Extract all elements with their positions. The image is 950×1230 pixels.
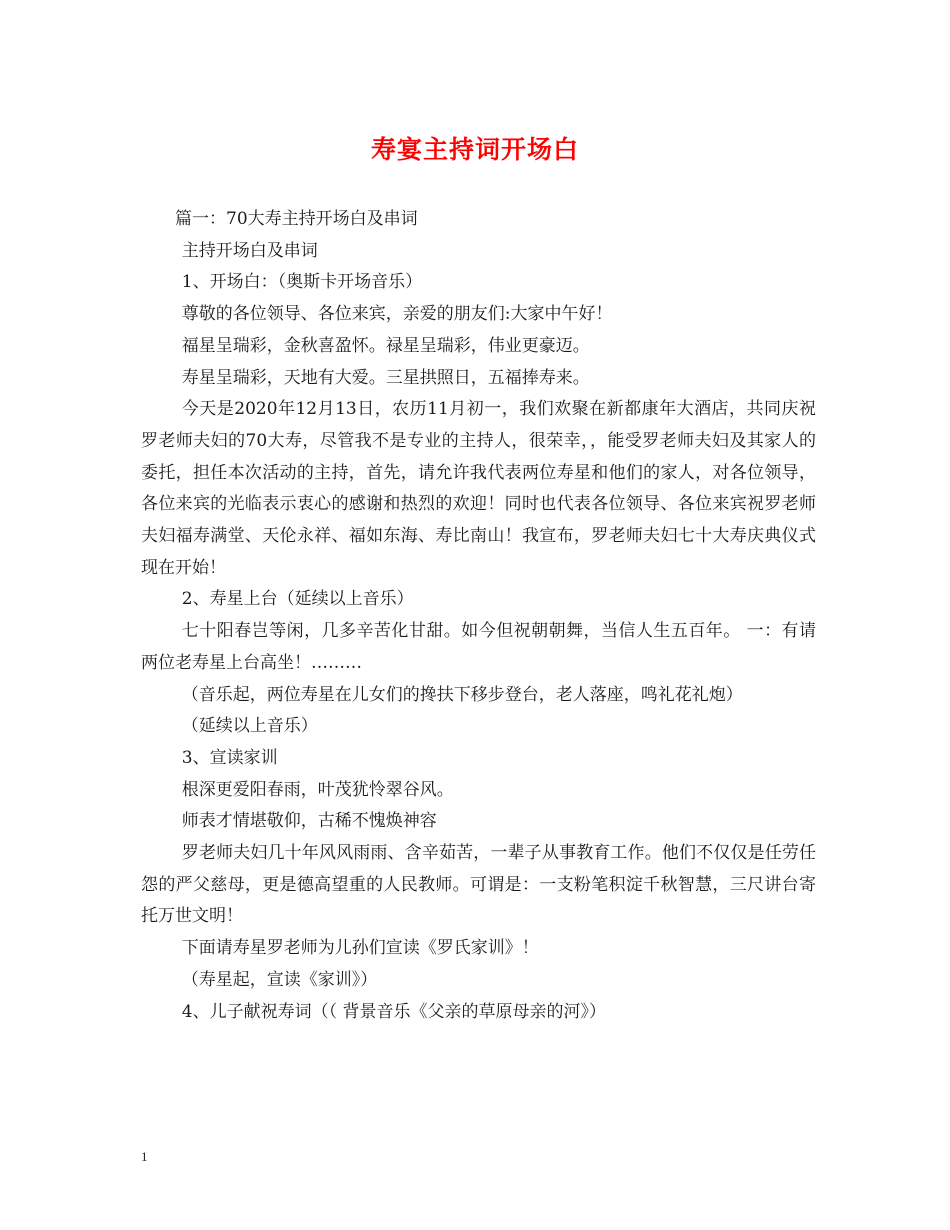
page-number: 1 (141, 1149, 148, 1164)
document-body (141, 204, 816, 1028)
paragraph: 下面请寿星罗老师为儿孙们宣读《罗氏家训》！ (181, 938, 539, 959)
paragraph: 师表才情堪敬仰，古稀不愧焕神容 (181, 811, 437, 832)
paragraph: 3、宣读家训 (181, 747, 278, 768)
paragraph: 4、儿子献祝寿词（（ 背景音乐《父亲的草原母亲的河》） (181, 1001, 607, 1022)
paragraph: 2、寿星上台（延续以上音乐） (181, 589, 414, 610)
paragraph: 今天是2020年12月13日，农历11月初一，我们欢聚在新都康年大酒店，共同庆祝罗老师夫妇的70大寿，尽管我不是专业的主持人，很荣幸，，能受罗老师夫妇及其家人的委托，担任本次活动的主持，首先，请允许我代表两位寿星和他们的家人，对各位领导，各位来宾的光临表示衷心的感谢和热烈的欢迎！同时也代表各位领导、各位来宾祝罗老师夫妇福寿满堂、天伦永祥、福如东海、寿比南山！我宣布，罗老师夫妇七十大寿庆典仪式现在开始！ (141, 399, 816, 578)
paragraph: 尊敬的各位领导、各位来宾，亲爱的朋友们:大家中午好！ (181, 304, 613, 325)
subheading: 主持开场白及串词 (181, 240, 318, 261)
paragraph: （延续以上音乐） (181, 716, 318, 737)
paragraph: 1、开场白：（奥斯卡开场音乐） (181, 272, 423, 293)
paragraph: 七十阳春岂等闲，几多辛苦化甘甜。如今但祝朝朝舞，当信人生五百年。 一：有请两位老寿星上台高坐！……… (141, 621, 816, 673)
section-heading: 篇一：70大寿主持开场白及串词 (175, 209, 418, 229)
document-title: 寿宴主持词开场白 (370, 135, 579, 164)
paragraph: （寿星起，宣读《家训》） (181, 969, 378, 990)
paragraph: 根深更爱阳春雨，叶茂犹怜翠谷风。 (181, 779, 454, 800)
paragraph: 福星呈瑞彩，金秋喜盈怀。禄星呈瑞彩，伟业更豪迈。 (181, 335, 590, 356)
paragraph: 罗老师夫妇几十年风风雨雨、含辛茹苦，一辈子从事教育工作。他们不仅仅是任劳任怨的严父慈母，更是德高望重的人民教师。可谓是：一支粉笔积淀千秋智慧，三尺讲台寄托万世文明！ (141, 843, 816, 927)
paragraph: （音乐起，两位寿星在儿女们的搀扶下移步登台，老人落座，鸣礼花礼炮） (181, 684, 743, 705)
paragraph: 寿星呈瑞彩，天地有大爱。三星拱照日，五福捧寿来。 (181, 367, 590, 388)
